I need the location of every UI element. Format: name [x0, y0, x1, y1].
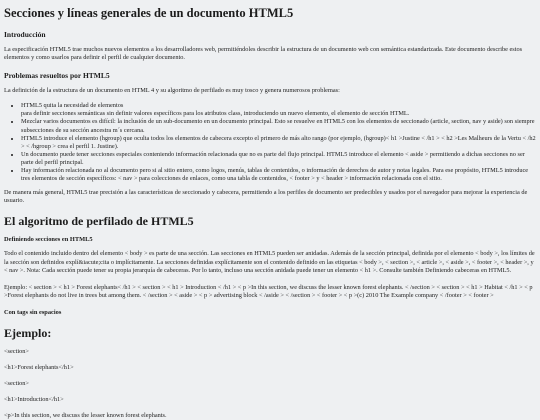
- list-item: • Hay información relacionada no al documento pero si al sitio entero, como logos, menús, tablas de contenidos, o información de derechos de autor y notas legales. Para ese propósito, HTML5 introduce tres elementos de sección específicos: < nav > para colecciones de enlaces, como una tabla de contenidos, < footer > y < header > información relacionada con el sitio.: [21, 167, 536, 183]
- algorithm-example-paragraph: Ejemplo: < section > < h1 > Forest elephants< /h1 > < section > < h1 > Introduction < /h1 > < p >In this section, we discuss the lesser known forest elephants. < /section > < section > < h1 > Habitat < /h1 > < p >Forest elephants do not live in trees but among them. < /section > < aside > < p > advertising block < /aside > < /section > < footer > < p >(c) 2010 The Example company < /footer > < footer >: [4, 283, 533, 299]
- example-heading: Ejemplo:: [4, 325, 52, 340]
- algorithm-heading: El algoritmo de perfilado de HTML5: [4, 214, 194, 229]
- problems-heading: Problemas resueltos por HTML5: [4, 71, 110, 81]
- example-code-line: <section>: [4, 347, 29, 355]
- intro-paragraph: La especificación HTML5 trae muchos nuevos elementos a los desarrolladores web, permitiéndoles describir la estructura de un documento web con semántica estandarizada. Este documento describe estos elementos y como usarlos para definir el perfil de cualquier documento.: [4, 46, 523, 62]
- list-item: [21, 102, 536, 118]
- list-item-text: HTML5 quita la necesidad de elementos: [21, 102, 124, 110]
- problems-closing-paragraph: De manera más general, HTML5 trae precisión a las características de seccionado y cabecera, permitiendo a los perfiles de documento ser predecibles y usados por el navegador para mejorar la experiencia de usuario.: [4, 189, 528, 205]
- algorithm-subheading: Definiendo secciones en HTML5: [4, 236, 93, 244]
- list-item: • Un documento puede tener secciones especiales conteniendo información relacionada que no es parte del flujo principal. HTML5 introduce el elemento < aside > permitiendo a dichas secciones no ser parte del perfil principal.: [21, 151, 536, 167]
- example-code-line: <section>: [4, 379, 29, 387]
- no-spaces-heading: Con tags sin espacios: [4, 308, 62, 316]
- list-item: • Mezclar varios documentos es difícil: la inclusión de un sub-documento en un documento principal. Esto se resuelve en HTML5 con los elementos de seccionado (article, section, nav y aside) son siempre subsecciones de su sección ancestra m´s cercana.: [21, 118, 536, 134]
- problems-list: [4, 102, 536, 183]
- example-code-line: <h1>Introduction</h1>: [4, 395, 64, 403]
- example-code-line: <p>In this section, we discuss the lesser known forest elephants.: [4, 411, 167, 419]
- list-item-text: para definir secciones semánticas sin definir valores específicos para los atributos class, introduciendo un nuevo elemento, el elemento de sección HTML.: [21, 110, 410, 118]
- problems-paragraph: La definición de la estructura de un documento en HTML 4 y su algoritmo de perfilado es muy tosco y genera numerosos problemas:: [4, 87, 340, 95]
- list-item: • HTML5 introduce el elemento (hgroup) que oculta todos los elementos de cabecera excepto el primero de más alto rango (por ejemplo, (hgroup)< h1 >Justine < /h1 > < h2 >Les Malheurs de la Vertu < /h2 > < /hgroup > crea el perfil 1. Justine).: [21, 135, 536, 151]
- algorithm-paragraph: Todo el contenido incluido dentro del elemento < body > es parte de una sección. Las secciones en HTML5 pueden ser anidadas. Además de la sección principal, definida por el elemento < body >, los límites de la sección son definidos explí&iacute;cita o implícitamente. La secciones definidas explícitamente son el contenido definido en las etiquetas < body >, < section >, < article >, < aside >, < footer >, < header >, y < nav >. Nota: Cada sección puede tener su propia jerarquía de cabeceras. Por lo tanto, incluso una sección anidada puede tener un elemento < h1 >. Consulte también Definiendo cabeceras en HTML5.: [4, 250, 535, 274]
- page-title: Secciones y líneas generales de un documento HTML5: [4, 6, 294, 20]
- intro-heading: Introducción: [4, 30, 46, 39]
- example-code-line: <h1>Forest elephants</h1>: [4, 363, 74, 371]
